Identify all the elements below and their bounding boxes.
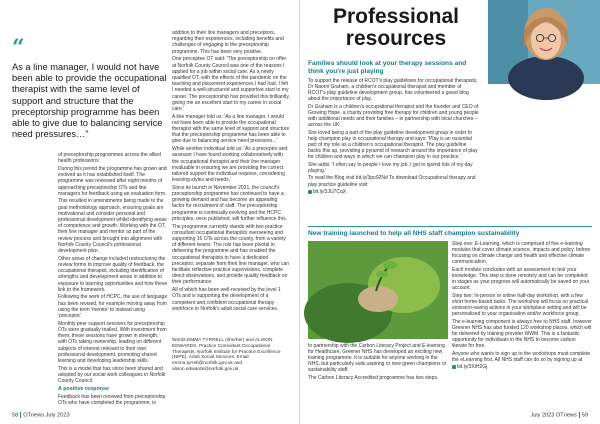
right-page [300, 0, 600, 424]
feature-headline: Families should look at your therapy sessions and think you're just playing [308, 60, 467, 75]
paragraph: This resulted in amendments being made to the goal methodology approach, ensuring goals are motivational and consider personal and professional development whilst identifying areas of competence and growth. Working with the OT, their line manager and mentor as part of the review process and brought into alignment with Norfolk County Council's professional development plan. [58, 198, 167, 255]
paragraph: Monthly peer support sessions for preceptorship OTs were gradually trialled. With investment from them, these sessions have grown in strength, with OTs taking ownership, leading on different subjects of interest relevant to their own professional development, promoting shared learning and developing leadership skills. [58, 320, 167, 364]
left-column-1 [58, 152, 168, 407]
feature-body [308, 78, 480, 210]
pull-quote: As a line manager, I would not have been able to provide the occupational therapist with the same level of support and structure that the preceptorship programme has been able to give due to balancing service need pressures…” [12, 62, 167, 140]
training-column-1 [308, 343, 448, 393]
paragraph: Following the work of HCPC, the use of language has been revised, for example moving away from using the term 'mentor' to instead using 'preceptor'. [58, 294, 168, 320]
page-number: 58 [12, 412, 19, 418]
section-divider [308, 226, 592, 227]
training-link[interactable]: bit.ly/3XiH2Gj [457, 364, 488, 371]
paragraph: While another individual told us: 'As a preceptor and assessor I have found working collaboratively with the occupational therapist and their line manager invaluable in ensuring we are providing the correct tailored support the individual requires, considering learning styles and needs.' [172, 146, 288, 184]
left-column-2 [172, 30, 290, 335]
paragraph: A line manager told us: 'As a line manager, I would not have been able to provide the occupational therapist with the same level of support and structure that the preceptorship programme has been able to give due to balancing service need pressures...' [172, 113, 290, 145]
paragraph: Dr Graham is a children's occupational therapist and the founder and CEO of Growing Hope, a charity providing free therapy for children and young people with additional needs and their families – in partnership with local churches – across the UK. [308, 103, 479, 129]
magazine-name: OTnews July 2023 [23, 412, 70, 418]
paragraph: The programme currently stands with two practice consultant occupational therapists overseeing and supporting 16 OTs across the county, from a variety of different teams. The role has been pivotal in delivering the programme and has enabled the occupational therapists to have a dedicated preceptor, separate from their line manager, who can facilitate reflective practice supervisions, complete direct observations, and provide quality feedback on their performance. [172, 223, 290, 286]
paragraph: To support the release of RCOT's play guidelines for occupational therapists, Dr Naomi Graham, a children's occupational therapist and member of RCOT's play guideline development group, has volunteered a guest blog about the importance of play. [308, 78, 478, 103]
byline-text: Words EMMA TYRRELL (she/her) and ALISON EDWARDS, Practice Consultant Occupational Therapists, Norfolk Institute for Practice Excellence (NIPE), Adult Social Services. Email emma.tyrrell@norfolk.gov.uk and alison.edwards@norfolk.gov.uk [172, 338, 281, 372]
byline [172, 338, 290, 380]
paragraph: Anyone who wants to sign up to the workshops must complete the eLearning first. All NHS staff can do so by signing up at [452, 350, 591, 363]
title-line: Professional [332, 5, 460, 28]
paragraph: The e-learning component is always free to NHS staff, however Greener NHS has also funded 120 workshop places, which will be delivered by training provider WWM. This is a fantastic opportunity for individuals in the NHS to become carbon literate for free. [452, 318, 592, 349]
quote-mark-icon: “ [12, 35, 25, 61]
magazine-name: July 2023 OTnews [530, 412, 577, 418]
title-line: resources [345, 27, 447, 50]
paragraph: During this period the programme has grown and evolved as it has established itself. The programme was reviewed after eight months of approaching preceptorship OTs and line managers for feedback using an evaluation form. [58, 165, 167, 197]
paragraph: Other areas of change included restructuring the review forms to improve quality of feedback, the occupational therapist, including identification of strengths and development areas in addition to exposure to learning opportunities and how these link to the framework. [58, 255, 168, 293]
paragraph: This is a model that has since been shared and adopted by our social work colleagues in Norfolk County Council. [58, 365, 166, 385]
training-column-2 [452, 241, 592, 401]
training-photo [308, 241, 448, 339]
link-icon [452, 365, 456, 369]
paragraph: She loved being a part of the play guideline development group in order to help champion play in occupational therapy and says: 'Play is an essential part of my role as a children's occupational therapist. The play guideline backs this up, providing a pyramid of research around the importance of play for children and ways in which we can champion play in our practice.' [308, 129, 478, 161]
paragraph: In partnership with the Carbon Literacy Project and E-learning for Healthcare, Greener NHS has developed an exciting new training programme. It is suitable for anyone working in the NHS, but particularly suits aspiring or new green champions or sustainability staff. [308, 343, 447, 374]
paragraph: She adds: 'I often say to people I love my job, I get to spend lots of my day playing.' [308, 161, 473, 174]
right-footer [530, 412, 588, 418]
paragraph: All of which has been well-received by the level 1 OTs and is supporting the development of a competent and confident occupational therapy workforce in Norfolk's adult social care services. [172, 287, 281, 312]
page-title [314, 6, 478, 50]
portrait-illustration [488, 0, 600, 84]
paragraph: addition to their line managers and preceptors, regarding their experiences, including benefits and challenges of engaging in the preceptorship programme. This has been very positive. [172, 30, 284, 55]
paragraph: The Carbon Literacy Accredited programme has two steps. [308, 374, 439, 381]
paragraph: To read the Blog visit bit.ly/3po92Nd To download Occupational therapy and play practice guideline visit [308, 175, 476, 188]
paragraph: Feedback has been received from preceptorship OTs who have completed the programme, in [58, 394, 166, 407]
paragraph: One preceptee OT said: 'The preceptorship on offer at Norfolk County Council was one of the reasons I applied for a job within social care. As a newly qualified OT, with the effects of the pandemic on the teaching and placement experiences I had had, I felt I needed a well-structured and supportive start to my career. The preceptorship has provided this brilliantly, giving me an excellent start to my career in social care.' [172, 56, 290, 112]
plant-illustration [308, 241, 448, 339]
link-icon [308, 190, 312, 194]
paragraph: of preceptorship programmes across the allied health professions. [58, 152, 161, 165]
feature-link[interactable]: bit.ly/3JU7CqX [313, 189, 347, 196]
paragraph: Step two: In-person or online half-day workshop, with a few short home-based tasks. The workshop will focus on practical emission-saving actions in your workplace setting and will be personalised to your organisation and/or workforce group. [452, 292, 589, 318]
feature-headline: New training launched to help all NHS staff champion sustainability [308, 230, 520, 237]
paragraph: Since its launch in November 2021, the council's preceptorship programme has continued to have a growing demand and has become an appealing factor for recruitment of staff. The preceptorship programme is continually evolving and the HCPC principles, once published, will further influence this. [172, 184, 288, 222]
paragraph: Step one: E-Learning, which is comprised of five e-learning modules that cover climate science, impacts and policy, before focusing on climate change and health and effective climate communication. [452, 241, 591, 266]
portrait-photo [488, 0, 600, 84]
section-heading: A positive response [58, 386, 110, 393]
page-number: 59 [581, 412, 588, 418]
paragraph: Each module concludes with an assessment to test your knowledge. This step is done remotely and can be completed in stages as your progress will automatically be saved on your account. [452, 266, 590, 292]
left-footer [12, 412, 70, 418]
